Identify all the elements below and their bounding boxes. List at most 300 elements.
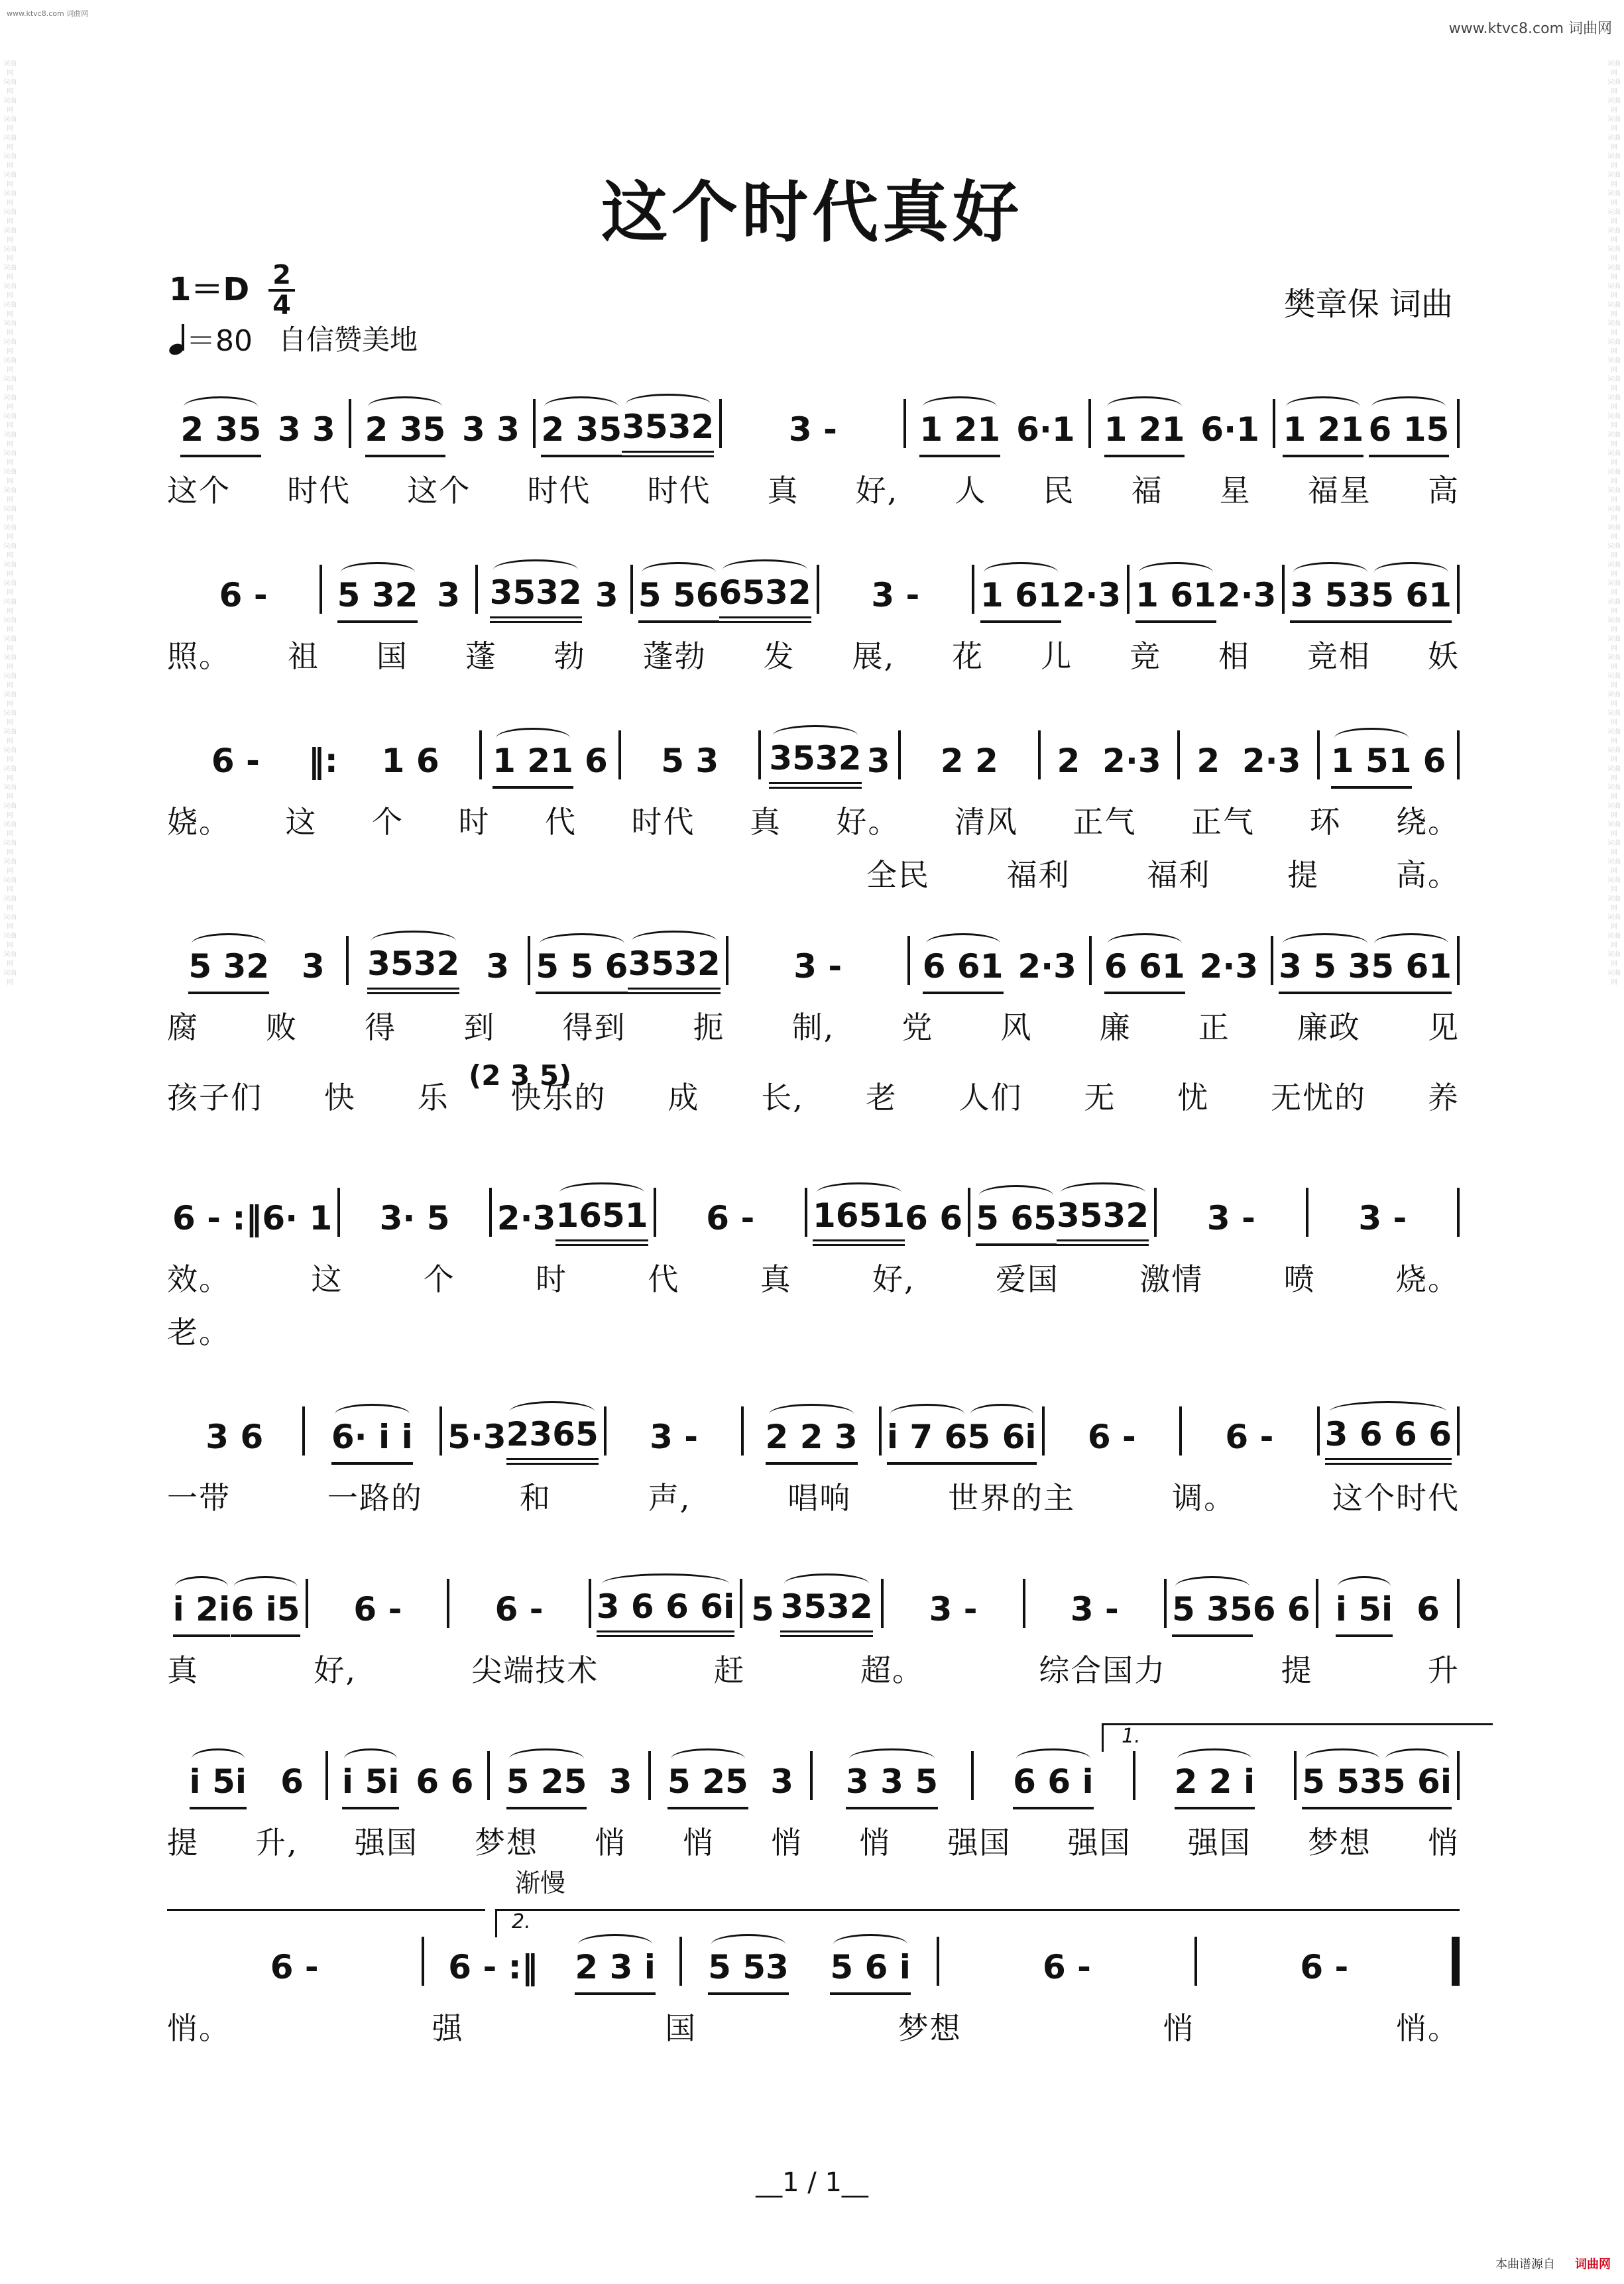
slur-mark [926, 933, 1000, 954]
measure [1297, 1756, 1457, 1809]
note-group: 6532 [719, 574, 811, 623]
score-line-3 [167, 736, 1460, 895]
note-group: 5 5 6 [536, 948, 628, 994]
note-group: i 5i [342, 1763, 399, 1809]
lyric: 悄 [771, 1825, 803, 1860]
note-group: 3 3 [277, 410, 335, 449]
lyric: 国 [665, 2010, 697, 2046]
measure [342, 736, 479, 789]
score-line-9 [167, 1868, 1460, 2048]
lyric: 喷 [1283, 1261, 1316, 1297]
notation-row [167, 404, 1460, 457]
lyric: 一带 [167, 1480, 231, 1516]
lyrics-row-2 [167, 851, 1460, 895]
measure [351, 404, 533, 457]
lyric: 绕。 [1396, 804, 1460, 840]
measure [1092, 941, 1271, 994]
slur-mark [923, 396, 997, 417]
lyric: 时代 [631, 804, 695, 840]
note-group: i 5i [1336, 1591, 1393, 1637]
slur-mark [192, 1748, 245, 1769]
slur-mark [1374, 933, 1448, 954]
lyric: 快 [323, 1080, 356, 1115]
measure [1025, 1584, 1164, 1637]
lyric: 扼 [693, 1009, 725, 1045]
lyric: 展, [852, 638, 896, 674]
slur-mark [496, 728, 570, 748]
lyric: 提 [1287, 857, 1320, 893]
note-group: 6 15 [1369, 411, 1450, 457]
note-group: 3 - [788, 410, 837, 449]
barline [1457, 1406, 1460, 1456]
slur-mark [559, 1182, 644, 1203]
measure [807, 1193, 968, 1246]
measure [607, 1412, 742, 1465]
score-line-8 [167, 1725, 1460, 1862]
note-group: 5 56 [638, 577, 719, 623]
note-group: 3 - [793, 947, 842, 986]
lyric: 尖端技术 [471, 1652, 599, 1688]
slur-mark [1283, 933, 1367, 954]
note-group: 3532 [1057, 1197, 1149, 1246]
lyric: 悄 [595, 1825, 627, 1860]
note-group: 3 3 5 [846, 1763, 938, 1809]
barline [1457, 399, 1460, 448]
note-group: 3 [609, 1762, 632, 1801]
note-group: 1 21 [1283, 411, 1363, 457]
lyric: 真 [750, 804, 782, 840]
barline [1457, 1188, 1460, 1237]
note-group: 5 6 i [830, 1949, 911, 1995]
lyric: 养 [1427, 1080, 1460, 1115]
measure [305, 1412, 440, 1465]
lyric: 国 [376, 638, 408, 674]
time-signature [268, 260, 295, 321]
lyric: 好。 [836, 804, 900, 840]
measure [901, 736, 1038, 789]
lyrics-row [167, 632, 1460, 676]
lyric: 花 [952, 638, 984, 674]
lyric: 梦想 [898, 2010, 962, 2046]
slur-mark [849, 1748, 934, 1769]
measure [1157, 1193, 1305, 1246]
lyric: 激情 [1139, 1261, 1204, 1297]
lyric: 高。 [1396, 857, 1460, 893]
note-group: 1 21 [1104, 411, 1185, 457]
expression-mark: 自信赞美地 [278, 323, 418, 356]
lyric: 见 [1427, 1009, 1460, 1045]
lyric: 成 [667, 1080, 700, 1115]
lyric: 升 [1427, 1652, 1460, 1688]
measure [1041, 736, 1178, 789]
lyric: 真 [167, 1652, 199, 1688]
note-group: 3 - [1070, 1590, 1119, 1628]
measure [308, 1584, 447, 1637]
score-line-2 [167, 570, 1460, 676]
measure [167, 1412, 302, 1465]
slur-mark [234, 1576, 298, 1597]
note-group: 6 6 i [1013, 1763, 1094, 1809]
lyric: 乐 [417, 1080, 449, 1115]
measure [819, 570, 972, 623]
note-group: 6 [1417, 1590, 1440, 1628]
tempo-value: ＝80 [186, 324, 253, 358]
measure [167, 941, 346, 994]
note-group: i 2i [173, 1591, 230, 1637]
measure [682, 1942, 937, 1995]
lyric: 烧。 [1395, 1261, 1460, 1297]
slur-mark [540, 933, 624, 954]
lyric: 综合国力 [1039, 1652, 1167, 1688]
lyric: 忧 [1177, 1080, 1210, 1115]
alternate-notes: (2 3 5) [469, 1059, 572, 1092]
measure [1180, 736, 1317, 789]
note-group: 5 61 [1371, 577, 1452, 623]
watermark-bottom [1495, 2255, 1611, 2272]
measure [482, 736, 619, 789]
notation-row [167, 736, 1460, 789]
slur-mark [1139, 562, 1213, 583]
note-group: 3 [866, 742, 890, 780]
note-group: 3 [437, 576, 461, 614]
lyric: 悄 [1427, 1825, 1460, 1860]
note-group: 3 [301, 947, 325, 986]
ritardando-mark: 渐慢 [515, 1868, 566, 1898]
measure [1197, 1942, 1452, 1995]
lyric: 爱国 [995, 1261, 1059, 1297]
slur-mark [1175, 1576, 1249, 1597]
lyric: 强 [432, 2010, 464, 2046]
measure [167, 1193, 337, 1246]
lyric: 风 [1000, 1009, 1033, 1045]
measure [492, 1193, 654, 1246]
slur-mark [344, 1748, 397, 1769]
lyric: 这个时代 [1332, 1480, 1460, 1516]
note-group: 2 2 3 [766, 1418, 858, 1465]
note-group: 2·3 [1017, 947, 1076, 986]
barline [1457, 565, 1460, 614]
measure [1285, 570, 1457, 623]
slur-mark [371, 931, 456, 951]
note-group: 6 - :‖ [448, 1948, 538, 1986]
slur-mark [1371, 396, 1446, 417]
lyric: 正气 [1073, 804, 1137, 840]
measure [591, 1584, 740, 1637]
barline [1457, 730, 1460, 779]
lyric: 儿 [1041, 638, 1073, 674]
slur-mark [335, 1404, 410, 1424]
lyric: 悄 [1163, 2010, 1195, 2046]
lyric: 梦想 [474, 1825, 538, 1860]
repeat-start-sign: ‖: [308, 742, 338, 780]
lyric: 竞 [1130, 638, 1161, 674]
measure [1167, 1584, 1316, 1637]
lyric: 福利 [1006, 857, 1071, 893]
note-group: i 7 6 [887, 1418, 968, 1465]
note-group: 6·1 [1200, 410, 1259, 449]
slur-mark [626, 394, 711, 414]
lyrics-row [167, 1819, 1460, 1862]
measure [167, 736, 304, 789]
volta-number: 2. [512, 1910, 531, 1933]
measure [167, 570, 319, 623]
lyric: 照。 [167, 638, 231, 674]
lyric: 福利 [1147, 857, 1211, 893]
note-group: 6 - [1300, 1948, 1349, 1986]
slur-mark [671, 1748, 745, 1769]
lyric: 高 [1427, 473, 1460, 508]
lyric: 和 [519, 1480, 551, 1516]
lyric: 这 [311, 1261, 343, 1297]
note-group: 5 6i [967, 1418, 1036, 1465]
measure [651, 1756, 809, 1809]
slur-mark [1016, 1748, 1090, 1769]
note-group: 2 2 [940, 742, 998, 780]
note-group: 2 3 i [575, 1949, 656, 1995]
measure [722, 404, 903, 457]
measure [1091, 404, 1273, 457]
note-group: 6 [280, 1762, 304, 1801]
lyric: 超。 [860, 1652, 924, 1688]
lyric: 人们 [958, 1080, 1023, 1115]
lyrics-row-2 [167, 1074, 1460, 1117]
slur-mark [632, 931, 717, 951]
slur-mark [773, 725, 858, 746]
note-group: 6 i5 [231, 1591, 300, 1637]
note-group: 6 6 [1252, 1590, 1310, 1628]
composer: 樊章保 词曲 [1283, 286, 1453, 323]
note-group: 1651 [813, 1197, 905, 1246]
slur-mark [510, 1401, 595, 1422]
slur-mark [509, 1748, 583, 1769]
measure [1045, 1412, 1180, 1465]
note-group: 6 - [1042, 1948, 1091, 1986]
note-group: 2365 [506, 1416, 599, 1465]
note-group: 3 5 3 [1279, 948, 1371, 994]
note-group: 6 - [211, 742, 260, 780]
measure [974, 1756, 1132, 1809]
score-line-1 [167, 404, 1460, 510]
lyric: 这 [285, 804, 318, 840]
lyric: 制, [791, 1009, 835, 1045]
lyric: 时 [458, 804, 491, 840]
lyric: 得 [365, 1009, 397, 1045]
note-group: 3532 [628, 945, 720, 994]
lyric: 梦想 [1307, 1825, 1371, 1860]
measure [970, 1193, 1154, 1246]
measure [656, 1193, 805, 1246]
note-group: 5 32 [188, 948, 269, 994]
note-group: 3 6 [205, 1418, 264, 1456]
note-group: 3 [486, 947, 510, 986]
note-group: 6 [1422, 742, 1446, 780]
note-group: 6 - [353, 1590, 402, 1628]
lyric: 提 [167, 1825, 199, 1860]
note-group: 5 35 [1172, 1591, 1253, 1637]
lyric: 强国 [354, 1825, 418, 1860]
note-group: 5 53 [708, 1949, 789, 1995]
note-group: 6 - [270, 1948, 319, 1986]
lyric: 民 [1043, 473, 1075, 508]
note-group: 5 25 [506, 1763, 587, 1809]
measure [1320, 736, 1457, 789]
tempo-mark [169, 317, 253, 359]
note-group: 6· i i [331, 1418, 413, 1465]
note-group: 5·3 [447, 1418, 506, 1456]
note-group: 1 51 [1331, 742, 1412, 789]
measure [761, 736, 898, 789]
note-group: 1 61 [980, 577, 1061, 623]
lyric: 清风 [955, 804, 1018, 840]
slur-mark [1286, 396, 1360, 417]
measure [478, 570, 630, 623]
note-group: 3 3 [461, 410, 520, 449]
measure [167, 1756, 325, 1809]
note-group: 6 - [1225, 1418, 1274, 1456]
measure [349, 941, 528, 994]
note-group: 3 - [1358, 1199, 1407, 1237]
lyric: 无忧的 [1271, 1080, 1367, 1115]
key-signature: 1＝D [169, 271, 250, 308]
measure [322, 570, 475, 623]
note-group: 2 35 [180, 411, 261, 457]
side-watermark-left: 词曲网 词曲网 词曲网 词曲网 词曲网 词曲网 词曲网 词曲网 词曲网 词曲网 词曲网 词曲网 词曲网 词曲网 词曲网 词曲网 词曲网 词曲网 词曲网 词曲网 词曲网 词曲网 词曲网 词曲网 词曲网 词曲网 词曲网 词曲网 词曲网 词曲网 词曲网 词曲网 词曲网 词曲网 词曲网 词曲网 词曲网 词曲网 词曲网 词曲网 词曲网 词曲网 词曲网 词曲网 词曲网 词曲网 词曲网 词曲网 词曲网 词曲网 [3, 60, 17, 986]
measure [882, 1412, 1042, 1465]
measure [884, 1584, 1022, 1637]
watermark-top-right: www.ktvc8.com 词曲网 [1448, 21, 1612, 37]
note-group: 2·3 [1242, 742, 1301, 780]
volta-bracket [495, 1909, 1460, 1937]
slur-mark [1108, 933, 1182, 954]
lyrics-row [167, 1646, 1460, 1690]
volta-bracket [1102, 1723, 1493, 1752]
note-group: 5 53 [1302, 1763, 1383, 1809]
note-group: 5 25 [667, 1763, 748, 1809]
note-group: 3 - [1206, 1199, 1255, 1237]
watermark-bottom-left: 本曲谱源自 [1495, 2257, 1555, 2271]
lyric: 升, [255, 1825, 298, 1860]
score-line-7 [167, 1584, 1460, 1690]
measure [536, 404, 719, 457]
lyric: 老。 [167, 1314, 231, 1350]
note-group: 2 [1057, 742, 1080, 780]
slur-mark [1374, 562, 1448, 583]
slur-mark [184, 396, 258, 417]
lyric: 悄 [859, 1825, 892, 1860]
note-group: 3 [770, 1762, 794, 1801]
note-group: 3 [595, 576, 618, 614]
lyric: 妖 [1427, 638, 1460, 674]
note-group: 5 65 [976, 1200, 1057, 1246]
note-group: 2·3 [1217, 576, 1277, 614]
note-group: 3 - [650, 1418, 699, 1456]
score-line-5 [167, 1193, 1460, 1352]
slur-mark [544, 396, 618, 417]
song-title: 这个时代真好 [601, 173, 1023, 251]
lyric: 长, [761, 1080, 804, 1115]
note-group: 2 35 [541, 411, 622, 457]
lyric: 强国 [1067, 1825, 1131, 1860]
lyric: 个 [423, 1261, 455, 1297]
lyric: 蓬勃 [642, 638, 707, 674]
note-group: 6 - [1087, 1418, 1136, 1456]
lyric: 福星 [1307, 473, 1371, 508]
lyric: 声, [648, 1480, 691, 1516]
watermark-top-left: www.ktvc8.com 词曲网 [7, 9, 89, 18]
lyric: 到 [463, 1009, 496, 1045]
lyric: 好, [314, 1652, 357, 1688]
lyric: 悄 [683, 1825, 715, 1860]
lyric: 这个 [407, 473, 471, 508]
slur-mark [979, 1185, 1053, 1206]
lyric: 党 [901, 1009, 934, 1045]
measure [813, 1756, 971, 1809]
notation-row [167, 941, 1460, 994]
measure [328, 1756, 487, 1809]
notation-row [167, 1193, 1460, 1246]
note-group: 1 21 [493, 742, 573, 789]
lyric: 腐 [167, 1009, 199, 1045]
barline [1457, 1751, 1460, 1800]
lyric: 时代 [527, 473, 591, 508]
slur-mark [341, 562, 415, 583]
watermark-bottom-right: 词曲网 [1575, 2257, 1611, 2271]
slur-mark [723, 559, 807, 580]
volta-line-1 [167, 1909, 485, 1911]
lyric: 相 [1218, 638, 1250, 674]
measure [442, 1412, 604, 1465]
slur-mark [368, 396, 442, 417]
note-group: 3532 [769, 740, 861, 789]
slur-mark [175, 1576, 228, 1597]
slur-mark [493, 559, 578, 580]
measure [1320, 1412, 1457, 1465]
side-watermark-right: 词曲网 词曲网 词曲网 词曲网 词曲网 词曲网 词曲网 词曲网 词曲网 词曲网 词曲网 词曲网 词曲网 词曲网 词曲网 词曲网 词曲网 词曲网 词曲网 词曲网 词曲网 词曲网 词曲网 词曲网 词曲网 词曲网 词曲网 词曲网 词曲网 词曲网 词曲网 词曲网 词曲网 词曲网 词曲网 词曲网 词曲网 词曲网 词曲网 词曲网 词曲网 词曲网 词曲网 词曲网 词曲网 词曲网 词曲网 词曲网 词曲网 词曲网 [1607, 60, 1621, 986]
lyric: 代 [648, 1261, 680, 1297]
measure [742, 1584, 881, 1637]
measure [1130, 570, 1282, 623]
lyric: 全民 [866, 857, 930, 893]
note-group: 2·3 [496, 1199, 556, 1237]
slur-mark [984, 562, 1058, 583]
note-group: 5 61 [1371, 948, 1452, 994]
note-group: 3· 5 [379, 1199, 450, 1237]
lyric: 真 [767, 473, 799, 508]
note-group: 6·1 [1016, 410, 1075, 449]
note-group: 2 2 i [1175, 1763, 1255, 1809]
score-line-4 [167, 941, 1460, 1117]
slur-mark [1293, 562, 1367, 583]
note-group: 3532 [490, 574, 582, 623]
lyrics-row [167, 798, 1460, 842]
measure [974, 570, 1127, 623]
note-group: 3 6 6 6 [1325, 1416, 1452, 1465]
lyric: 福 [1131, 473, 1163, 508]
note-group: 2·3 [1199, 947, 1259, 986]
barline [1457, 936, 1460, 985]
lyric: 勃 [553, 638, 586, 674]
lyric: 代 [545, 804, 577, 840]
slur-mark [642, 562, 716, 583]
note-group: 1 61 [1135, 577, 1216, 623]
note-group: 6 61 [923, 948, 1004, 994]
lyric: 悄。 [167, 2010, 231, 2046]
slur-mark [192, 933, 266, 954]
lyric: 环 [1309, 804, 1342, 840]
measure [340, 1193, 489, 1246]
measure [449, 1584, 588, 1637]
measure [530, 941, 725, 994]
